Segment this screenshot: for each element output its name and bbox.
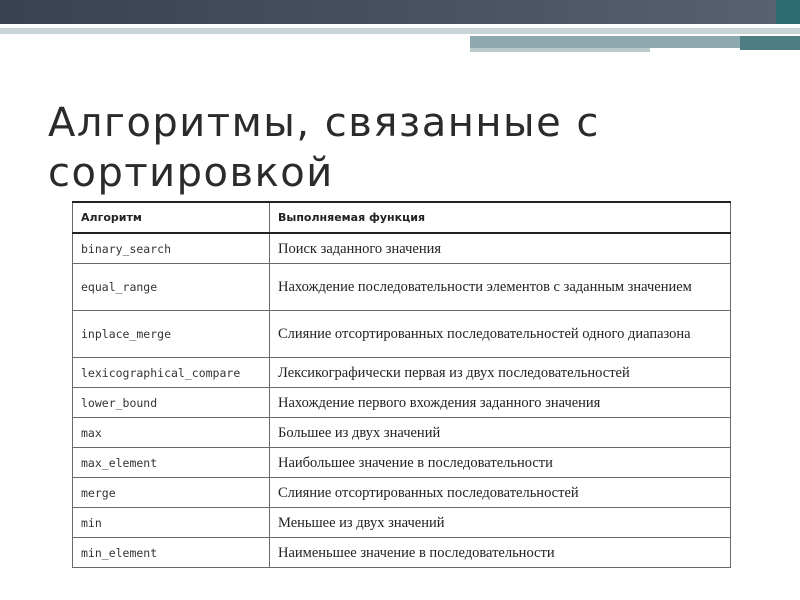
decor-stripe bbox=[0, 28, 800, 34]
algorithm-name: binary_search bbox=[73, 233, 270, 264]
algorithm-description: Лексикографически первая из двух последовательностей bbox=[270, 358, 731, 388]
table-row bbox=[73, 478, 731, 508]
algorithm-description: Наименьшее значение в последовательности bbox=[270, 538, 731, 568]
algorithm-name: min_element bbox=[73, 538, 270, 568]
algorithm-name: max_element bbox=[73, 448, 270, 478]
algorithm-description: Слияние отсортированных последовательностей bbox=[270, 478, 731, 508]
decor-stripe bbox=[470, 48, 650, 52]
algorithm-name: lexicographical_compare bbox=[73, 358, 270, 388]
algorithm-name: min bbox=[73, 508, 270, 538]
algorithm-description: Нахождение последовательности элементов с заданным значением bbox=[270, 264, 731, 311]
algorithm-name: max bbox=[73, 418, 270, 448]
slide-title: Алгоритмы, связанные с сортировкой bbox=[48, 100, 600, 196]
algorithm-description: Слияние отсортированных последовательностей одного диапазона bbox=[270, 311, 731, 358]
header-algorithm: Алгоритм bbox=[73, 202, 270, 233]
algorithm-description: Поиск заданного значения bbox=[270, 233, 731, 264]
algorithm-description: Наибольшее значение в последовательности bbox=[270, 448, 731, 478]
algorithm-name: inplace_merge bbox=[73, 311, 270, 358]
table-row bbox=[73, 233, 731, 264]
algorithm-description: Нахождение первого вхождения заданного значения bbox=[270, 388, 731, 418]
table-row bbox=[73, 538, 731, 568]
decor-stripe bbox=[740, 36, 800, 50]
table-row bbox=[73, 418, 731, 448]
algorithms-table bbox=[72, 201, 731, 568]
slide-top-bar bbox=[0, 0, 800, 24]
top-bar-accent bbox=[776, 0, 800, 24]
table-row bbox=[73, 311, 731, 358]
table-row bbox=[73, 448, 731, 478]
algorithm-name: merge bbox=[73, 478, 270, 508]
table-row bbox=[73, 264, 731, 311]
table-row bbox=[73, 358, 731, 388]
table-row bbox=[73, 508, 731, 538]
table-row bbox=[73, 388, 731, 418]
header-function: Выполняемая функция bbox=[270, 202, 731, 233]
table-header-row bbox=[73, 202, 731, 233]
algorithm-name: lower_bound bbox=[73, 388, 270, 418]
algorithm-name: equal_range bbox=[73, 264, 270, 311]
algorithm-description: Меньшее из двух значений bbox=[270, 508, 731, 538]
algorithm-description: Большее из двух значений bbox=[270, 418, 731, 448]
